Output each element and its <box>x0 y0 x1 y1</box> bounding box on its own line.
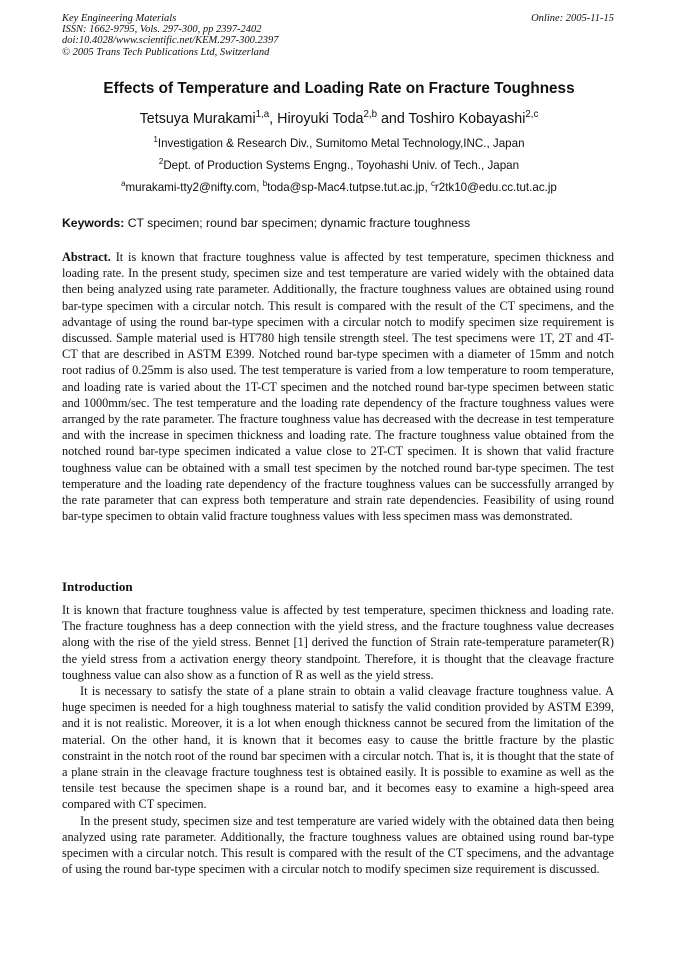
online-date: Online: 2005-11-15 <box>531 13 614 24</box>
author-affiliation-mark: 1,a <box>255 109 270 121</box>
keywords-text: CT specimen; round bar specimen; dynamic fracture toughness <box>124 216 471 230</box>
copyright-line: © 2005 Trans Tech Publications Ltd, Switzerland <box>62 46 270 58</box>
email-address: murakami-tty2@nifty.com, <box>125 181 263 194</box>
introduction-heading: Introduction <box>62 579 133 594</box>
intro-paragraph-3: In the present study, specimen size and test temperature are varied widely with the obtained data then being analyzed using rate parameter. Additionally, the fracture toughness values are obtained using round bar-type specimen with a circular notch. This result is compared with the result of the CT specimens, and the advantage of using the round bar-type specimen with a circular notch to modify specimen size requirement is discussed. <box>62 813 614 877</box>
introduction-body <box>62 602 614 877</box>
author-separator: , <box>269 111 278 127</box>
affiliation-1 <box>40 137 638 150</box>
author-name: Hiroyuki Toda <box>277 111 364 127</box>
abstract <box>62 249 614 524</box>
intro-paragraph-1: It is known that fracture toughness value is affected by test temperature, specimen thickness and loading rate. The fracture toughness has a deep connection with the yield stress, and the fracture toughness value decreases along with the rise of the yield stress. Bennet [1] derived the function of Strain rate-temperature parameter(R) the yield stress from a activation energy theory standpoint. Therefore, it is thought that the cleavage fracture toughness value can also show as a function of R as well as the yield stress. <box>62 603 614 682</box>
affiliation-mark: 2 <box>158 157 164 167</box>
keywords-label: Keywords: <box>62 216 125 230</box>
author-name: Toshiro Kobayashi <box>408 111 526 127</box>
author-separator: and <box>377 111 409 127</box>
author-name: Tetsuya Murakami <box>139 111 256 127</box>
email-address: toda@sp-Mac4.tutpse.tut.ac.jp, <box>267 181 431 194</box>
abstract-label: Abstract. <box>62 250 111 264</box>
email-address: r2tk10@edu.cc.tut.ac.jp <box>434 181 557 194</box>
journal-header <box>62 13 279 58</box>
affiliation-mark: 1 <box>153 135 158 145</box>
email-mark: b <box>262 179 268 189</box>
paper-title: Effects of Temperature and Loading Rate on Fracture Toughness <box>103 80 575 97</box>
author-affiliation-mark: 2,c <box>525 109 539 121</box>
email-mark: a <box>121 179 126 189</box>
intro-paragraph-2: It is necessary to satisfy the state of a plane strain to obtain a valid cleavage fracture toughness value. A huge specimen is needed for a high toughness material to satisfy the valid condition provided by ASTM E399, and it is not realistic. Moreover, it is a lot when enough thickness cannot be secured from the limitation of the material. On the other hand, it is known that it becomes easy to cause the brittle fracture by the plastic constraint in the notch root of the round bar specimen with a circular notch. That is, it is thought that the state of a plane strain in the cleavage fracture toughness test is obtained easily. It is possible to examine as well as the tensile test because the specimen shape is a round bar, and it becomes easy to examine a high-speed area compared with CT specimen. <box>62 684 614 812</box>
keywords <box>62 216 470 230</box>
issn-line: ISSN: 1662-9795, Vols. 297-300, pp 2397-2402 <box>62 24 262 36</box>
affiliation-text: Investigation & Research Div., Sumitomo Metal Technology,INC., Japan <box>157 137 525 150</box>
author-affiliation-mark: 2,b <box>363 109 377 121</box>
journal-name: Key Engineering Materials <box>62 13 177 24</box>
author-list <box>40 111 638 127</box>
email-mark: c <box>430 179 435 189</box>
affiliation-text: Dept. of Production Systems Engng., Toyohashi Univ. of Tech., Japan <box>163 159 520 172</box>
doi-line: doi:10.4028/www.scientific.net/KEM.297-300.2397 <box>62 35 279 47</box>
affiliation-2 <box>40 159 638 172</box>
email-line <box>40 181 638 194</box>
abstract-text: It is known that fracture toughness value is affected by test temperature, specimen thickness and loading rate. In the present study, specimen size and test temperature are varied widely with the obtained data then being analyzed using rate parameter. Additionally, the fracture toughness values are obtained using round bar-type specimen with a circular notch. This result is compared with the result of the CT specimens, and the advantage of using the round bar-type specimen with a circular notch to modify specimen size requirement is discussed. Sample material used is HT780 high tensile strength steel. The test specimens were 1T, 2T and 4T-CT that are described in ASTM E399. Notched round bar-type specimen with a diameter of 15mm and notch root radius of 0.25mm is also used. The test temperature is varied from a low temperature to room temperature, and loading rate is varied about the 1T-CT specimen and the notched round bar-type specimen between static and 1000mm/sec. The test temperature and the loading rate dependency of the fracture toughness values were arranged by the rate parameter. The fracture toughness value has decreased with the decrease in test temperature and with the increase in specimen thickness and loading rate. The fracture toughness value obtained from the notched round bar-type specimen indicated a value close to 2T-CT specimen. It is shown that valid fracture toughness value can be obtained with a small test specimen by the notched round bar-type specimen. The test temperature and the loading rate dependency of the fracture toughness values can be successfully arranged by the rate parameter that can express both temperature and strain rate dependencies. Feasibility of using round bar-type specimen to obtain valid fracture toughness values with less specimen mass was demonstrated. <box>62 250 614 524</box>
